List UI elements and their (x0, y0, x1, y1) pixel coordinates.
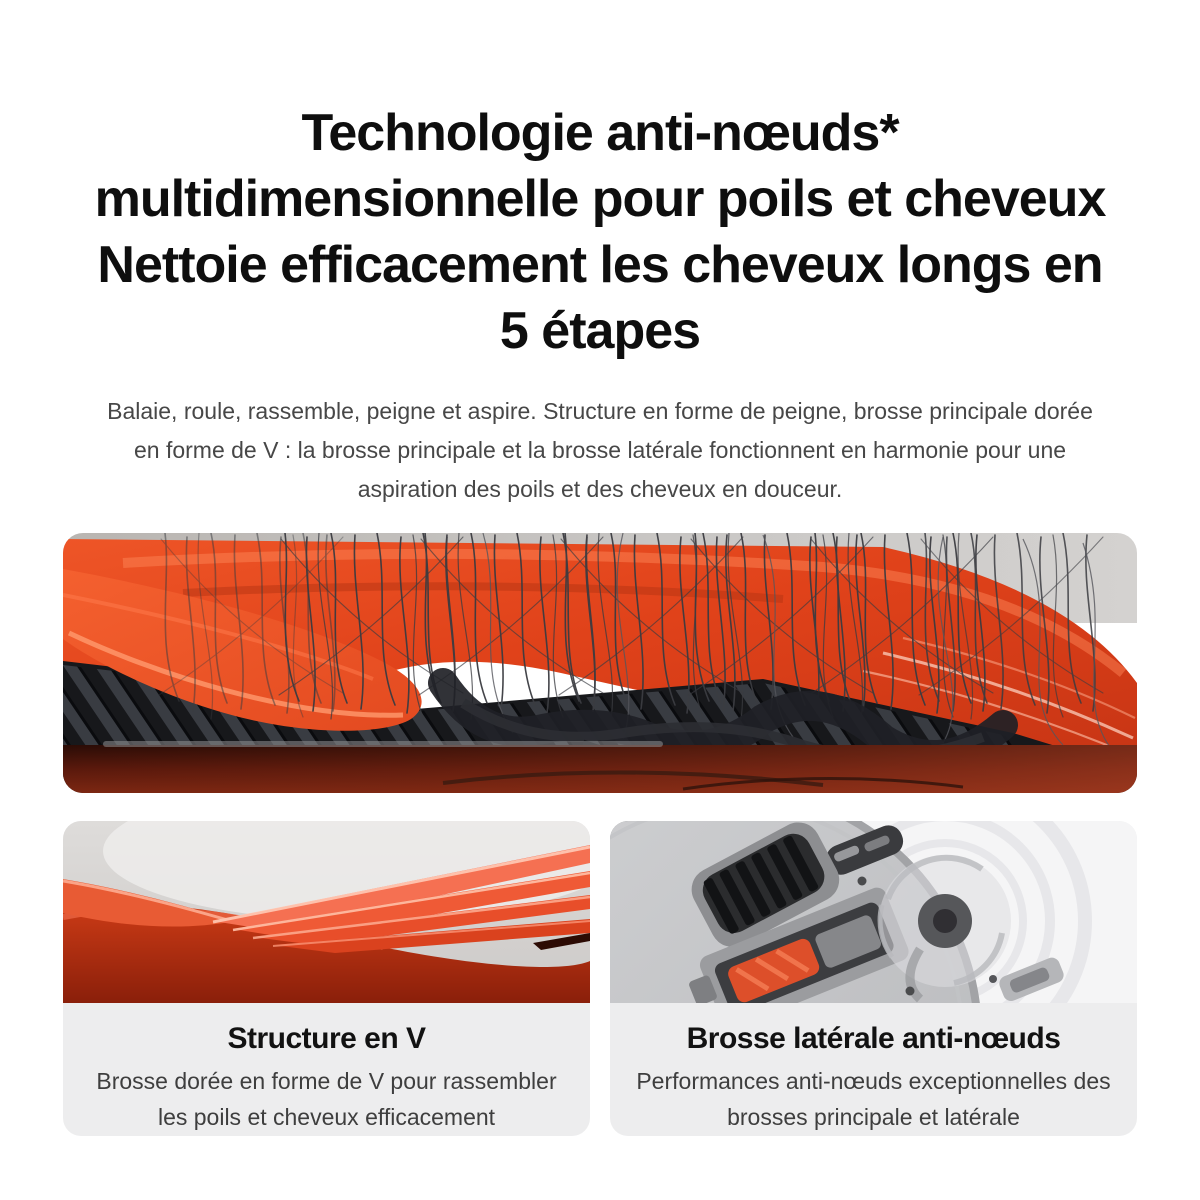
intro-paragraph (63, 392, 1137, 509)
intro-line-3: aspiration des poils et des cheveux en douceur. (357, 476, 843, 502)
card-side-brush (610, 821, 1137, 1136)
card-v-structure (63, 821, 590, 1136)
headline-line-2: multidimensionnelle pour poils et cheveux (94, 170, 1106, 228)
card-title-side-brush: Brosse latérale anti-nœuds (686, 1022, 1061, 1055)
card-body-v-structure: Brosse dorée en forme de V pour rassembler les poils et cheveux efficacement (96, 1068, 557, 1130)
headline-line-4: 5 étapes (499, 302, 701, 360)
headline-line-3: Nettoie efficacement les cheveux longs en (97, 236, 1103, 294)
headline-section (63, 100, 1137, 364)
side-brush-text (610, 1003, 1137, 1136)
v-structure-brush-image (63, 821, 590, 1003)
v-structure-text (63, 1003, 590, 1136)
hero-brush-hair-image (63, 533, 1137, 793)
card-body-side-brush: Performances anti-nœuds exceptionnelles des brosses principale et latérale (636, 1068, 1111, 1130)
intro-line-2: en forme de V : la brosse principale et la brosse latérale fonctionnent en harmonie pour une (133, 437, 1067, 463)
headline-line-1: Technologie anti-nœuds* (301, 104, 899, 162)
intro-line-1: Balaie, roule, rassemble, peigne et aspire. Structure en forme de peigne, brosse principale dorée (107, 398, 1093, 424)
side-brush-robot-underside-image (610, 821, 1137, 1003)
card-title-v-structure: Structure en V (227, 1022, 426, 1055)
feature-cards (63, 821, 1137, 1136)
page-title (63, 100, 1137, 364)
